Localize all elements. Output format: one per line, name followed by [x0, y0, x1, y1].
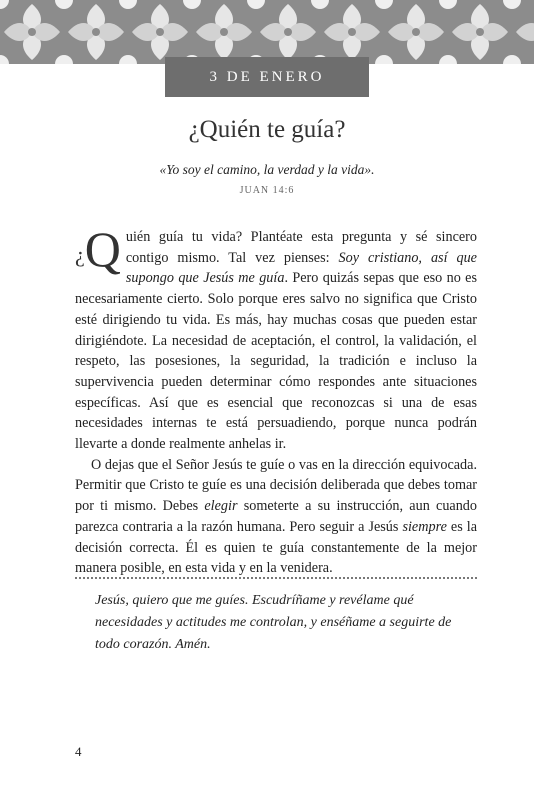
- decorative-ornament-border: [0, 0, 534, 64]
- paragraph-2-text-e: es la decisión correcta. Él es quien te guía constantemente de la mejor manera posible, en esta vida y en la venidera.: [75, 518, 477, 577]
- devotional-body: [75, 221, 477, 579]
- paragraph-2: [75, 455, 477, 579]
- paragraph-1-italic: Soy cristiano, así que supongo que Jesús me guía: [125, 249, 477, 287]
- closing-prayer: Jesús, quiero que me guíes. Escudríñame y revélame qué necesidades y actitudes me controlan, y enséñame a seguirte de todo corazón. Amén.: [95, 593, 452, 652]
- date-label: 3 DE ENERO: [165, 57, 369, 97]
- paragraph-2-italic-elegir: elegir: [204, 498, 238, 515]
- paragraph-1-text-a: uién guía tu vida? Plantéate esta pregunta y sé sincero contigo mismo. Tal vez pienses:: [125, 229, 477, 266]
- scripture-verse: «Yo soy el camino, la verdad y la vida».: [159, 162, 375, 177]
- page-number: 4: [75, 744, 82, 759]
- paragraph-2-italic-siempre: siempre: [402, 518, 447, 535]
- paragraph-2-text-a: O dejas que el Señor Jesús te guíe o vas en la dirección equivocada. Permitir que Cristo te guíe es una decisión deliberada que debes tomar por ti mismo. Debes: [75, 456, 477, 515]
- drop-cap-inverted-question: ¿: [75, 242, 85, 267]
- paragraph-1-text-c: . Pero quizás sepas que eso no es necesariamente cierto. Solo porque eres salvo no significa que Cristo esté dirigiendo tu vida. Es más, hay muchas cosas que pueden estar dirigiéndote. La necesidad de aceptación, el control, la validación, el respeto, las posesiones, la seguridad, la tradición e incluso la supervivencia pueden determinar cómo respondes ante situaciones específicas. Así que es esencial que reconozcas si una de esas necesidades internas te está persuadiendo, porque nunca podrán llevarte a donde realmente anhelas ir.: [75, 270, 477, 453]
- dotted-divider: [75, 577, 477, 579]
- scripture-reference: JUAN 14:6: [239, 185, 295, 196]
- drop-cap-letter: Q: [84, 221, 121, 277]
- paragraph-2-text-c: someterte a su instrucción, aun cuando parezca contraria a la razón humana. Pero seguir a Jesús: [75, 498, 477, 535]
- paragraph-1: [75, 221, 477, 455]
- page-title: ¿Quién te guía?: [188, 116, 346, 143]
- drop-cap: [75, 221, 121, 277]
